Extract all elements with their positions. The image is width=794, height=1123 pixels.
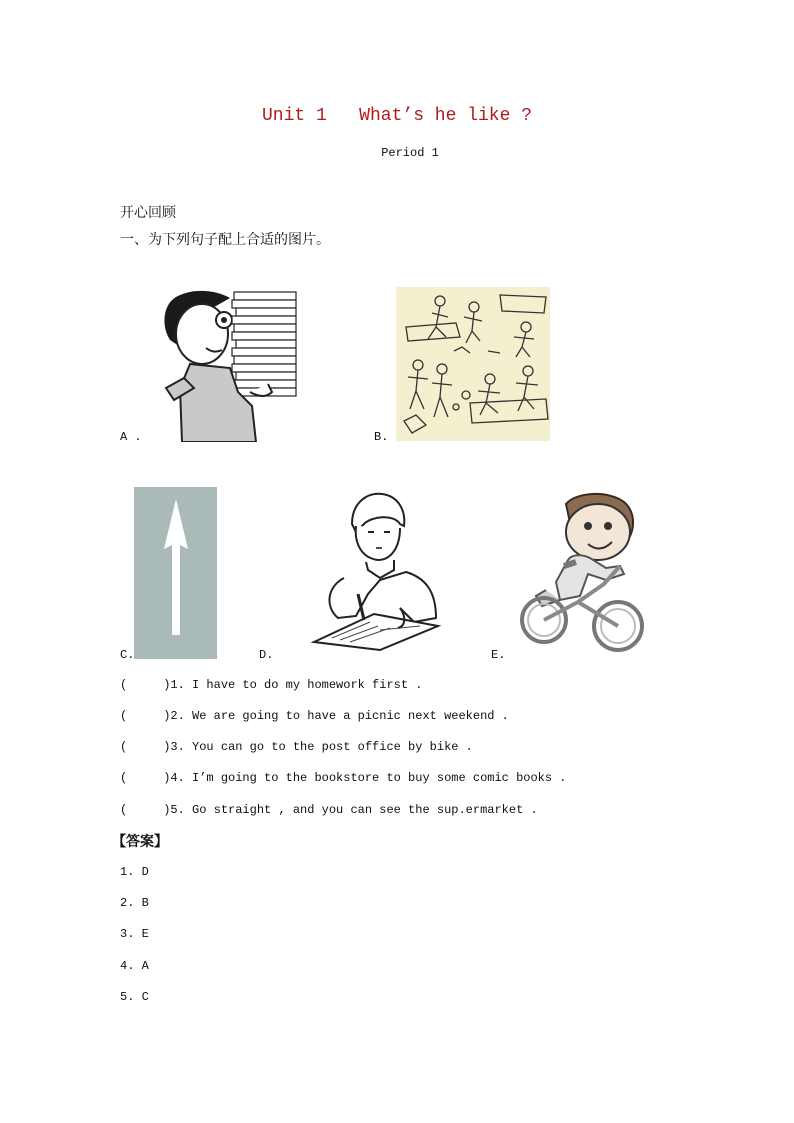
- answer-item: 4. A: [120, 959, 149, 973]
- answer-blank[interactable]: ( ): [120, 803, 171, 817]
- period-label: Period 1: [381, 146, 439, 160]
- boy-carrying-books-icon: [160, 288, 300, 442]
- unit-title: Unit 1 What’s he like ?: [261, 106, 533, 126]
- picture-label-d: D.: [259, 648, 274, 662]
- answer-blank[interactable]: ( ): [120, 740, 171, 754]
- picture-label-c: C.: [120, 648, 135, 662]
- answer-blank[interactable]: ( ): [120, 771, 171, 785]
- answer-item: 1. D: [120, 865, 149, 879]
- answer-blank[interactable]: ( ): [120, 709, 171, 723]
- question-row: [120, 740, 473, 754]
- boy-doing-homework-icon: [310, 488, 442, 652]
- question-text: 3. You can go to the post office by bike .: [170, 740, 473, 754]
- question-row: [120, 803, 538, 817]
- picture-label-a: A .: [120, 430, 142, 444]
- boy-riding-bike-icon: [516, 492, 646, 658]
- answer-item: 5. C: [120, 990, 149, 1004]
- question-text: 5. Go straight , and you can see the sup.ermarket .: [170, 803, 538, 817]
- picture-label-e: E.: [491, 648, 506, 662]
- answer-blank[interactable]: ( ): [120, 678, 171, 692]
- section-heading: 开心回顾: [120, 205, 176, 221]
- answer-item: 3. E: [120, 927, 149, 941]
- question-text: 2. We are going to have a picnic next weekend .: [170, 709, 509, 723]
- picture-label-b: B.: [374, 430, 389, 444]
- straight-arrow-sign-icon: [134, 487, 217, 659]
- question-row: [120, 678, 422, 692]
- picnic-scene-icon: [396, 287, 550, 441]
- question-text: 1. I have to do my homework first .: [170, 678, 423, 692]
- answer-heading: 【答案】: [112, 834, 168, 850]
- question-row: [120, 709, 509, 723]
- question-text: 4. I’m going to the bookstore to buy some comic books .: [170, 771, 567, 785]
- answer-item: 2. B: [120, 896, 149, 910]
- question-row: [120, 771, 567, 785]
- exercise-instruction: 一、为下列句子配上合适的图片。: [120, 232, 330, 248]
